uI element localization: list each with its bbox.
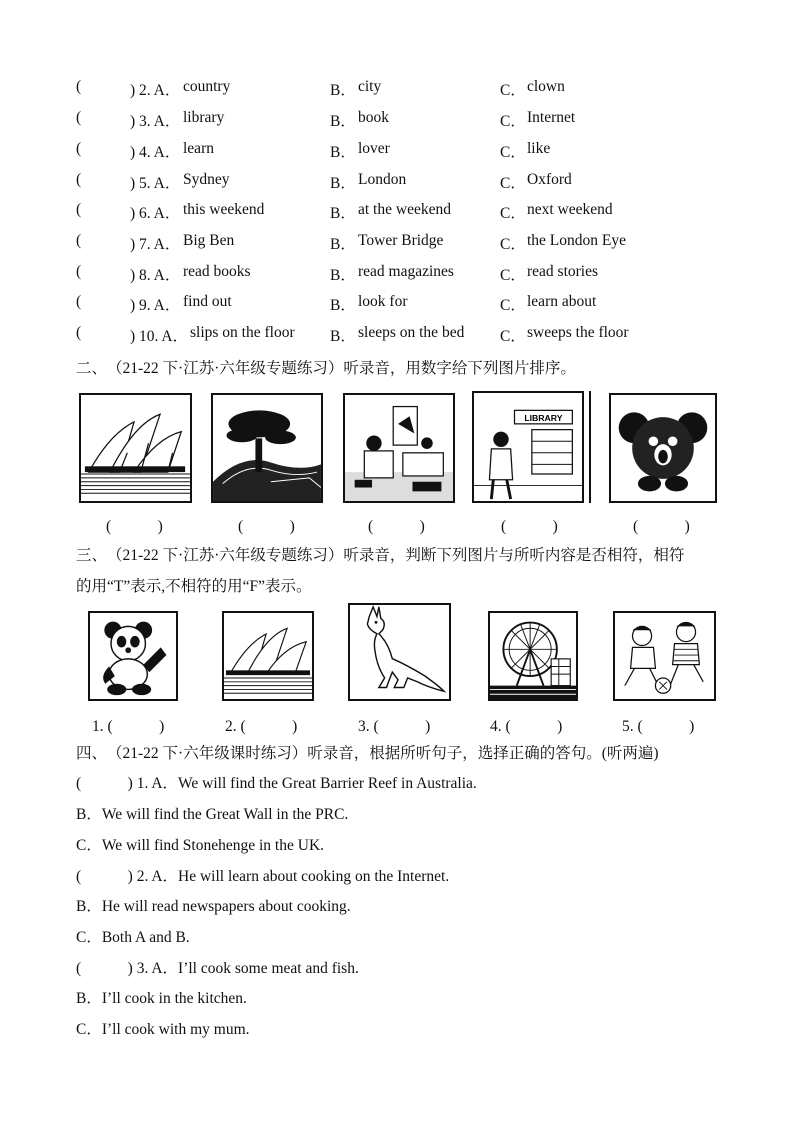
option-c-prefix: C． [500,144,526,161]
option-c-prefix: C． [500,328,526,345]
answer-blank[interactable]: 1. ( ) [92,718,165,735]
section3-heading-line1: 三、 （21-22 下·江苏·六年级专题练习）听录音，判断下列图片与所听内容是否相符，相符 [76,547,685,564]
option-c-prefix: C． [500,175,526,192]
answer-blank[interactable]: 4. ( ) [490,718,563,735]
option-c-prefix: C． [500,267,526,284]
option-line: C．I’ll cook with my mum. [76,1021,250,1038]
opera-house-picture [79,393,192,503]
answer-blank[interactable]: 5. ( ) [622,718,695,735]
football-picture [613,611,716,701]
option-b-prefix: B． [330,297,356,314]
option-b-prefix: B． [330,113,356,130]
option-b: book [358,109,389,126]
option-b-prefix: B． [330,267,356,284]
answer-blank[interactable]: ( ) [106,518,163,535]
question-number: ) 9. A． [130,297,181,314]
question-number: ) 8. A． [130,267,181,284]
option-b-prefix: B． [330,205,356,222]
option-b: lover [358,140,390,157]
opera-house-picture [222,611,314,701]
option-line: B．We will find the Great Wall in the PRC. [76,806,349,823]
option-b-prefix: B． [330,236,356,253]
open-paren: ( [76,201,82,218]
option-b: London [358,171,407,188]
option-b: sleeps on the bed [358,324,465,341]
option-c-prefix: C． [500,236,526,253]
option-a: Big Ben [183,232,235,249]
answer-blank[interactable]: ( ) [368,518,425,535]
option-a: Sydney [183,171,230,188]
option-b-prefix: B． [330,328,356,345]
option-b-prefix: B． [330,175,356,192]
option-a: this weekend [183,201,265,218]
option-c-prefix: C． [500,113,526,130]
section2-heading: 二、 （21-22 下·江苏·六年级专题练习）听录音，用数字给下列图片排序。 [76,360,576,377]
question-line: ( ) 2. A．He will learn about cooking on the Internet. [76,868,450,885]
open-paren: ( [76,78,82,95]
divider-line [589,391,594,503]
option-line: B．I’ll cook in the kitchen. [76,990,247,1007]
tree-picture [211,393,323,503]
option-c: clown [527,78,565,95]
library-sign: LIBRARY [524,412,563,423]
section4-heading: 四、 （21-22 下·六年级课时练习）听录音，根据所听句子，选择正确的答句。(听两遍) [76,745,659,762]
option-b: look for [358,293,408,310]
option-line: B．He will read newspapers about cooking. [76,898,351,915]
answer-blank[interactable]: ( ) [238,518,295,535]
option-c: Oxford [527,171,572,188]
option-b-prefix: B． [330,144,356,161]
library-picture [472,391,584,503]
option-c: the London Eye [527,232,627,249]
option-c-prefix: C． [500,297,526,314]
open-paren: ( [76,140,82,157]
option-line: C．Both A and B. [76,929,190,946]
open-paren: ( [76,109,82,126]
question-number: ) 3. A． [130,113,181,130]
ferris-wheel-picture [488,611,578,701]
option-c: next weekend [527,201,613,218]
open-paren: ( [76,171,82,188]
question-number: ) 7. A． [130,236,181,253]
option-line: C．We will find Stonehenge in the UK. [76,837,325,854]
question-number: ) 6. A． [130,205,181,222]
option-a: slips on the floor [190,324,295,341]
option-a: read books [183,263,251,280]
question-line: ( ) 3. A．I’ll cook some meat and fish. [76,960,359,977]
question-line: ( ) 1. A．We will find the Great Barrier Reef in Australia. [76,775,477,792]
question-number: ) 5. A． [130,175,181,192]
option-c-prefix: C． [500,205,526,222]
option-a: library [183,109,225,126]
option-c: read stories [527,263,599,280]
open-paren: ( [76,293,82,310]
panda-picture [88,611,178,701]
answer-blank[interactable]: ( ) [501,518,558,535]
open-paren: ( [76,263,82,280]
answer-blank[interactable]: ( ) [633,518,690,535]
option-a: learn [183,140,214,157]
option-b: Tower Bridge [358,232,444,249]
kangaroo-picture [348,603,451,701]
option-c-prefix: C． [500,82,526,99]
answer-blank[interactable]: 2. ( ) [225,718,298,735]
option-c: like [527,140,551,157]
option-a: find out [183,293,232,310]
option-b: read magazines [358,263,454,280]
option-c: Internet [527,109,576,126]
question-number: ) 4. A． [130,144,181,161]
answer-blank[interactable]: 3. ( ) [358,718,431,735]
option-a: country [183,78,231,95]
koala-picture [609,393,717,503]
option-b: city [358,78,382,95]
option-b-prefix: B． [330,82,356,99]
open-paren: ( [76,324,82,341]
question-number: ) 10. A． [130,328,189,345]
question-number: ) 2. A． [130,82,181,99]
option-b: at the weekend [358,201,451,218]
section3-heading-line2: 的用“T”表示,不相符的用“F”表示。 [76,578,312,595]
open-paren: ( [76,232,82,249]
messy-room-picture [343,393,455,503]
option-c: learn about [527,293,597,310]
option-c: sweeps the floor [527,324,629,341]
